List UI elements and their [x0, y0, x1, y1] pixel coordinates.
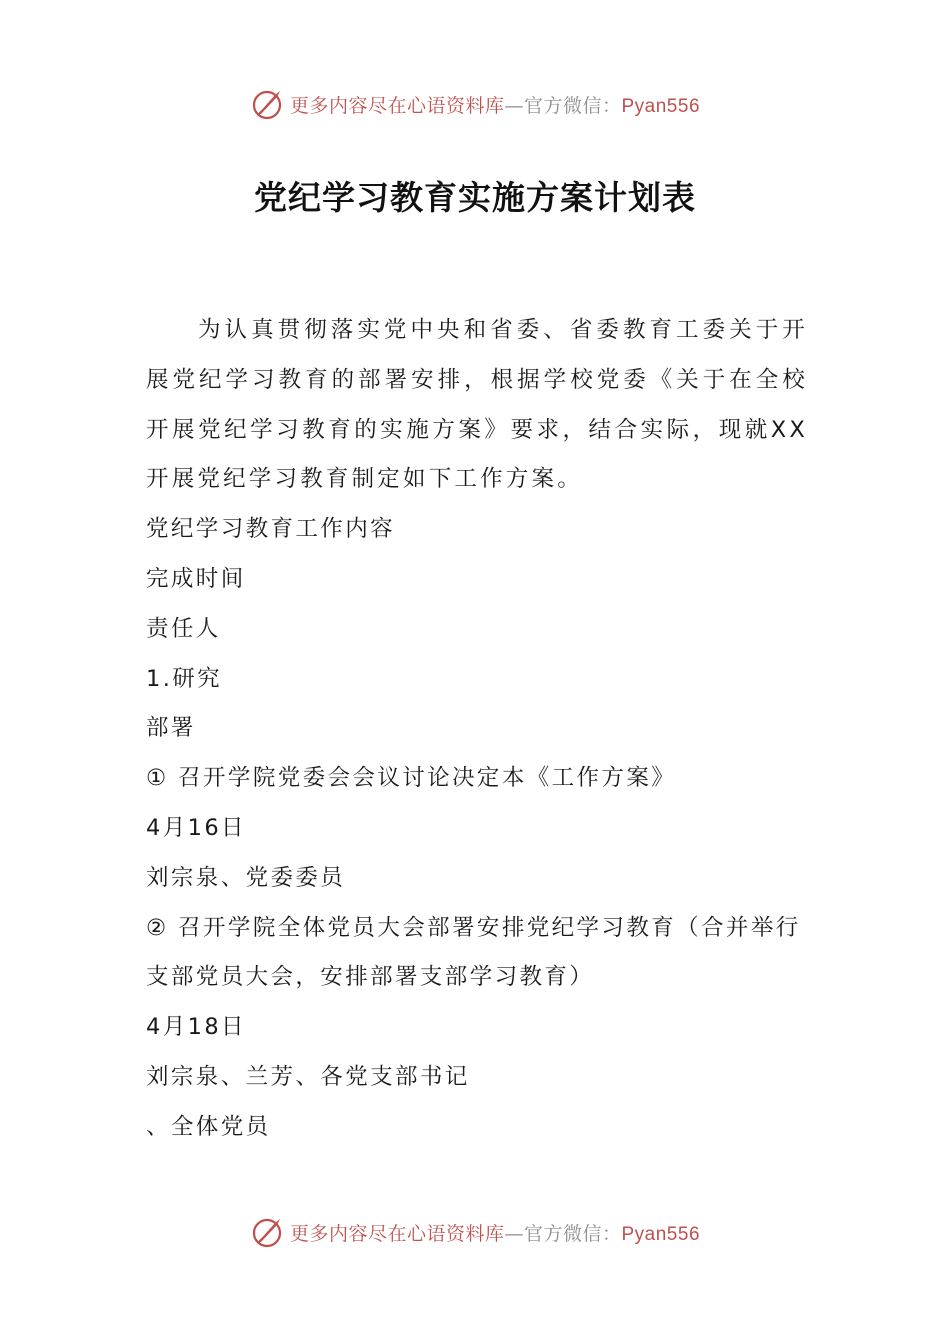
section-heading: 1.研究 [146, 665, 223, 692]
footer-banner-wechat-label: 官方微信： [523, 1222, 622, 1245]
task-item: ② 召开学院全体党员大会部署安排党纪学习教育（合并举行支部党员大会，安排部署支部学习教育） [146, 914, 801, 991]
task-date: 4月18日 [146, 1014, 246, 1041]
section-heading-cont: 部署 [146, 715, 196, 742]
header-banner-main: 更多内容尽在心语资料库 [289, 94, 505, 117]
column-header-owner: 责任人 [146, 615, 221, 642]
task-item: ① 召开学院党委会会议讨论决定本《工作方案》 [146, 765, 677, 792]
document-title: 党纪学习教育实施方案计划表 [254, 178, 696, 217]
header-banner-wechat-id: Pyan556 [621, 95, 701, 117]
footer-banner [0, 1210, 950, 1254]
intro-paragraph: 为认真贯彻落实党中央和省委、省委教育工委关于开展党纪学习教育的部署安排，根据学校党委《关于在全校开展党纪学习教育的实施方案》要求，结合实际，现就XX开展党纪学习教育制定如下工作方案。 [146, 317, 808, 493]
quill-pen-circle-icon [250, 1214, 286, 1250]
footer-banner-dash: — [504, 1222, 524, 1245]
footer-banner-wechat-id: Pyan556 [621, 1223, 701, 1245]
task-owner-cont: 、全体党员 [146, 1113, 271, 1140]
footer-banner-text [290, 1219, 700, 1246]
document-body [146, 306, 808, 1153]
quill-pen-circle-icon [250, 86, 286, 122]
task-owner: 刘宗泉、党委委员 [146, 864, 346, 891]
footer-banner-main: 更多内容尽在心语资料库 [289, 1222, 505, 1245]
column-header-content: 党纪学习教育工作内容 [146, 516, 396, 543]
header-banner-wechat-label: 官方微信： [523, 94, 622, 117]
header-banner-text [290, 91, 700, 118]
header-banner [0, 82, 950, 126]
task-owner: 刘宗泉、兰芳、各党支部书记 [146, 1063, 470, 1090]
header-banner-dash: — [504, 94, 524, 117]
column-header-time: 完成时间 [146, 565, 246, 592]
task-date: 4月16日 [146, 814, 246, 841]
